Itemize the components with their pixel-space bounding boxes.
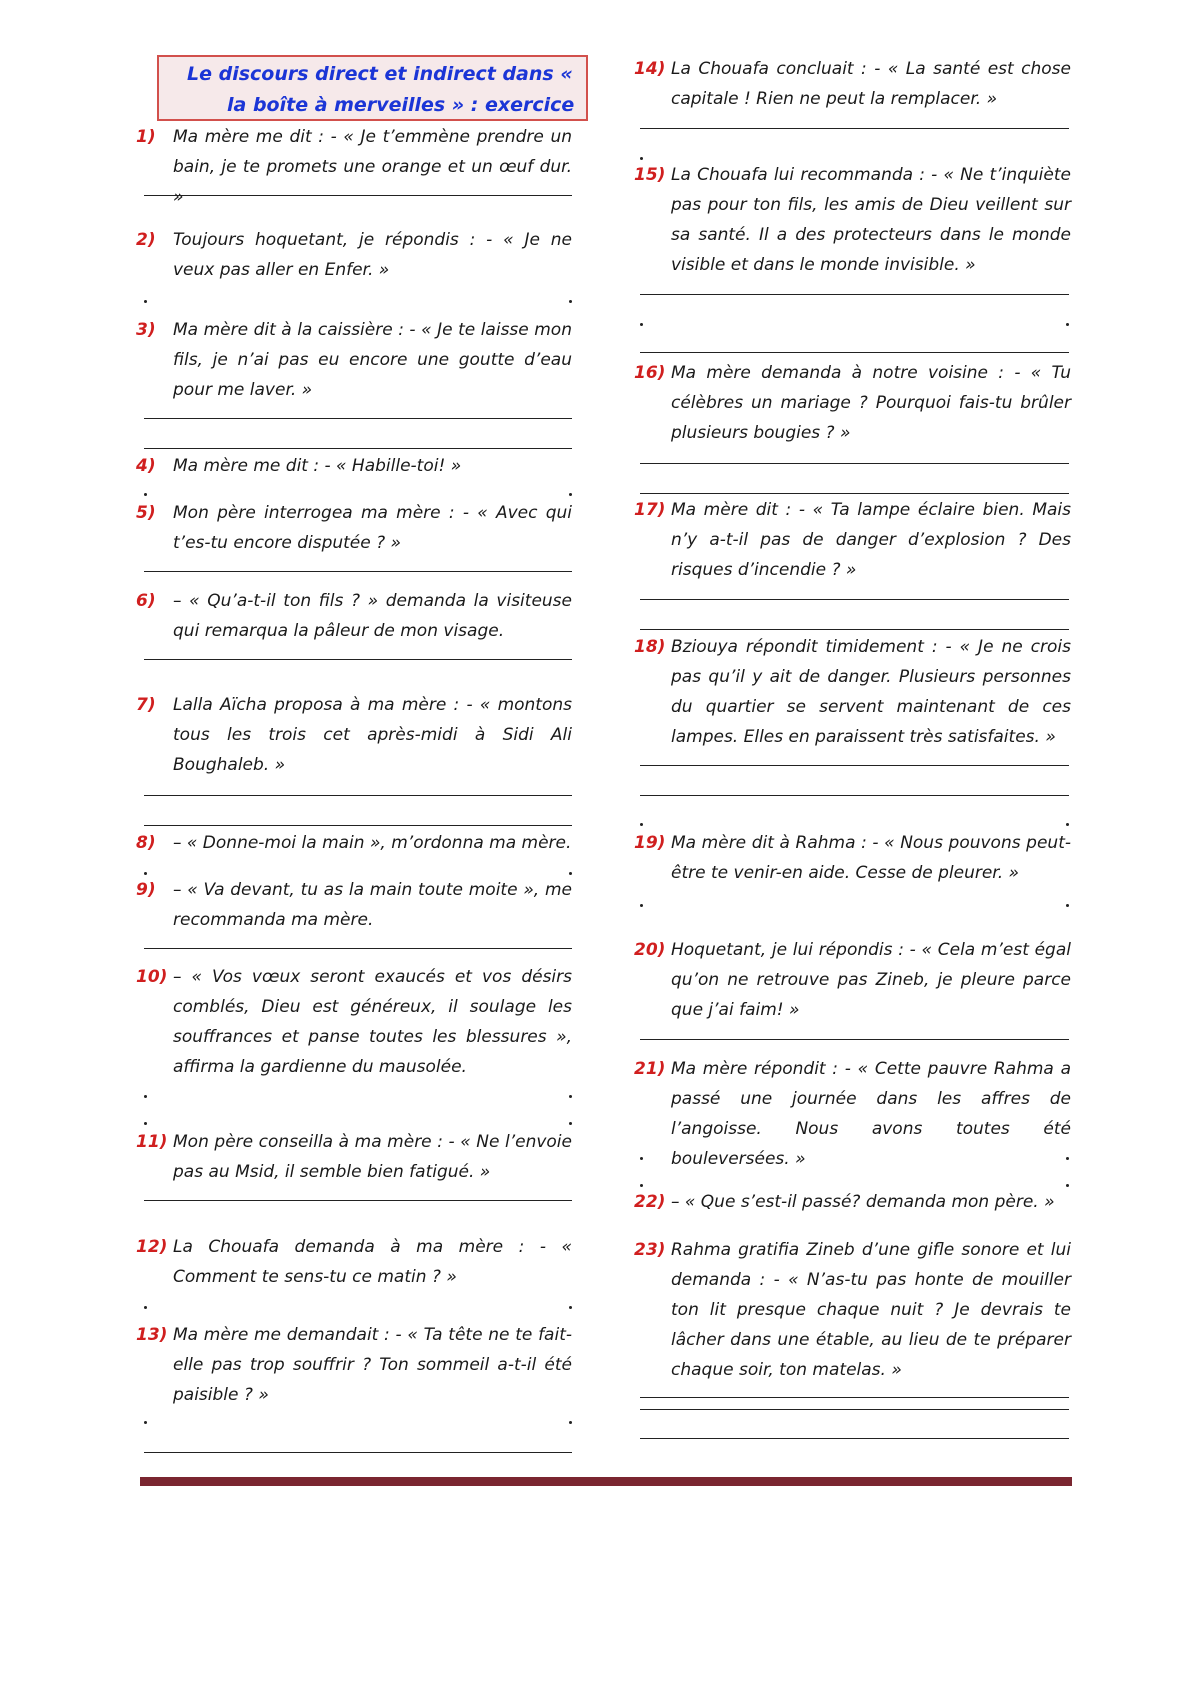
exercise-item-22 [634,1187,1071,1217]
answer-line [144,659,572,660]
exercise-item-14 [634,54,1071,114]
answer-line [640,463,1069,464]
item-text: – « Vos vœux seront exaucés et vos désirs comblés, Dieu est généreux, il soulage les souffrances et panse toutes les blessures », affirma la gardienne du mausolée. [173,967,572,1077]
answer-line [640,1397,1069,1398]
item-text: Lalla Aïcha proposa à ma mère : - « montons tous les trois cet après-midi à Sidi Ali Boughaleb. » [173,695,572,775]
item-number: 14) [634,59,666,79]
exercise-item-8 [136,828,572,858]
item-text: La Chouafa lui recommanda : - « Ne t’inquiète pas pour ton fils, les amis de Dieu veillent sur sa santé. Il a des protecteurs dans le monde visible et dans le monde invisible. » [671,165,1071,275]
answer-line [144,448,572,449]
item-number: 21) [634,1059,666,1079]
item-number: 22) [634,1192,666,1212]
exercise-item-4 [136,451,572,481]
item-text: La Chouafa demanda à ma mère : - « Comment te sens-tu ce matin ? » [173,1237,572,1287]
answer-dot [640,823,643,826]
item-number: 6) [136,591,156,611]
item-text: Ma mère me demandait : - « Ta tête ne te fait-elle pas trop souffrir ? Ton sommeil a-t-il été paisible ? » [173,1325,572,1405]
title-box [157,55,588,121]
exercise-item-19 [634,828,1071,888]
item-number: 4) [136,456,156,476]
item-text: – « Donne-moi la main », m’ordonna ma mère. [173,833,572,853]
answer-dot [569,493,572,496]
exercise-item-21 [634,1054,1071,1174]
answer-dot [569,1122,572,1125]
item-text: Ma mère me dit : - « Habille-toi! » [173,456,462,476]
exercise-item-6 [136,586,572,646]
answer-dot [1066,823,1069,826]
answer-dot [640,323,643,326]
item-number: 8) [136,833,156,853]
answer-line [144,948,572,949]
answer-line [640,1409,1069,1410]
exercise-item-7 [136,690,572,780]
item-number: 16) [634,363,666,383]
exercise-item-15 [634,160,1071,280]
exercise-item-2 [136,225,572,285]
answer-dot [144,1095,147,1098]
item-number: 23) [634,1240,666,1260]
answer-line [640,352,1069,353]
item-text: Hoquetant, je lui répondis : - « Cela m’est égal qu’on ne retrouve pas Zineb, je pleure parce que j’ai faim! » [671,940,1071,1020]
item-number: 3) [136,320,156,340]
page-title-line-2: la boîte à merveilles » : exercice [227,94,575,116]
item-number: 2) [136,230,156,250]
answer-dot [144,1306,147,1309]
item-number: 1) [136,127,156,147]
answer-dot [144,1122,147,1125]
item-number: 11) [136,1132,168,1152]
exercise-item-10 [136,962,572,1082]
answer-dot [640,904,643,907]
item-number: 13) [136,1325,168,1345]
answer-line [144,195,572,196]
page-title-line-1: Le discours direct et indirect dans « [187,63,573,85]
answer-line [640,294,1069,295]
item-text: Ma mère dit à Rahma : - « Nous pouvons peut-être te venir-en aide. Cesse de pleurer. » [671,833,1071,883]
footer-bar [140,1477,1072,1486]
answer-line [640,493,1069,494]
answer-dot [144,300,147,303]
item-text: Mon père interrogea ma mère : - « Avec qui t’es-tu encore disputée ? » [173,503,572,553]
item-text: – « Que s’est-il passé? demanda mon père. » [671,1192,1055,1212]
item-text: Ma mère répondit : - « Cette pauvre Rahma a passé une journée dans les affres de l’angoisse. Nous avons toutes été bouleversées. » [671,1059,1071,1169]
item-text: Toujours hoquetant, je répondis : - « Je ne veux pas aller en Enfer. » [173,230,572,280]
answer-dot [1066,1157,1069,1160]
exercise-item-9 [136,875,572,935]
answer-line [144,1200,572,1201]
answer-line [640,599,1069,600]
answer-line [640,765,1069,766]
answer-line [640,128,1069,129]
exercise-item-1 [136,122,572,212]
exercise-item-11 [136,1127,572,1187]
item-text: Ma mère dit à la caissière : - « Je te laisse mon fils, je n’ai pas eu encore une goutte d’eau pour me laver. » [173,320,572,400]
exercise-item-3 [136,315,572,405]
answer-line [144,795,572,796]
answer-line [144,1452,572,1453]
item-text: Mon père conseilla à ma mère : - « Ne l’envoie pas au Msid, il semble bien fatigué. » [173,1132,572,1182]
item-text: Ma mère demanda à notre voisine : - « Tu célèbres un mariage ? Pourquoi fais-tu brûler plusieurs bougies ? » [671,363,1071,443]
exercise-item-12 [136,1232,572,1292]
item-number: 15) [634,165,666,185]
item-text: La Chouafa concluait : - « La santé est chose capitale ! Rien ne peut la remplacer. » [671,59,1071,109]
exercise-item-16 [634,358,1071,448]
item-number: 5) [136,503,156,523]
answer-line [640,629,1069,630]
exercise-item-20 [634,935,1071,1025]
item-number: 19) [634,833,666,853]
item-text: – « Qu’a-t-il ton fils ? » demanda la visiteuse qui remarqua la pâleur de mon visage. [173,591,572,641]
item-number: 10) [136,967,168,987]
item-number: 20) [634,940,666,960]
item-number: 9) [136,880,156,900]
item-number: 7) [136,695,156,715]
item-text: Ma mère me dit : - « Je t’emmène prendre un bain, je te promets une orange et un œuf dur. » [173,127,572,207]
exercise-item-17 [634,495,1071,585]
answer-dot [144,1421,147,1424]
exercise-item-13 [136,1320,572,1410]
answer-line [144,418,572,419]
exercise-item-23 [634,1235,1071,1385]
exercise-item-5 [136,498,572,558]
answer-dot [144,493,147,496]
answer-dot [1066,904,1069,907]
answer-line [640,1039,1069,1040]
item-text: – « Va devant, tu as la main toute moite », me recommanda ma mère. [173,880,572,930]
answer-line [144,825,572,826]
answer-dot [640,1157,643,1160]
item-text: Ma mère dit : - « Ta lampe éclaire bien. Mais n’y a-t-il pas de danger d’explosion ? Des risques d’incendie ? » [671,500,1071,580]
item-number: 12) [136,1237,168,1257]
answer-line [640,1438,1069,1439]
item-text: Bziouya répondit timidement : - « Je ne crois pas qu’il y ait de danger. Plusieurs personnes du quartier se servent maintenant de ces lampes. Elles en paraissent très satisfaites. » [671,637,1071,747]
item-number: 17) [634,500,666,520]
answer-dot [569,300,572,303]
exercise-item-18 [634,632,1071,752]
answer-dot [569,1306,572,1309]
answer-dot [569,1095,572,1098]
answer-dot [1066,323,1069,326]
answer-line [144,571,572,572]
answer-dot [569,1421,572,1424]
item-text: Rahma gratifia Zineb d’une gifle sonore et lui demanda : - « N’as-tu pas honte de mouiller ton lit presque chaque nuit ? Je devrais te lâcher dans une étable, au lieu de te préparer chaque soir, ton matelas. » [671,1240,1071,1380]
item-number: 18) [634,637,666,657]
answer-line [640,795,1069,796]
